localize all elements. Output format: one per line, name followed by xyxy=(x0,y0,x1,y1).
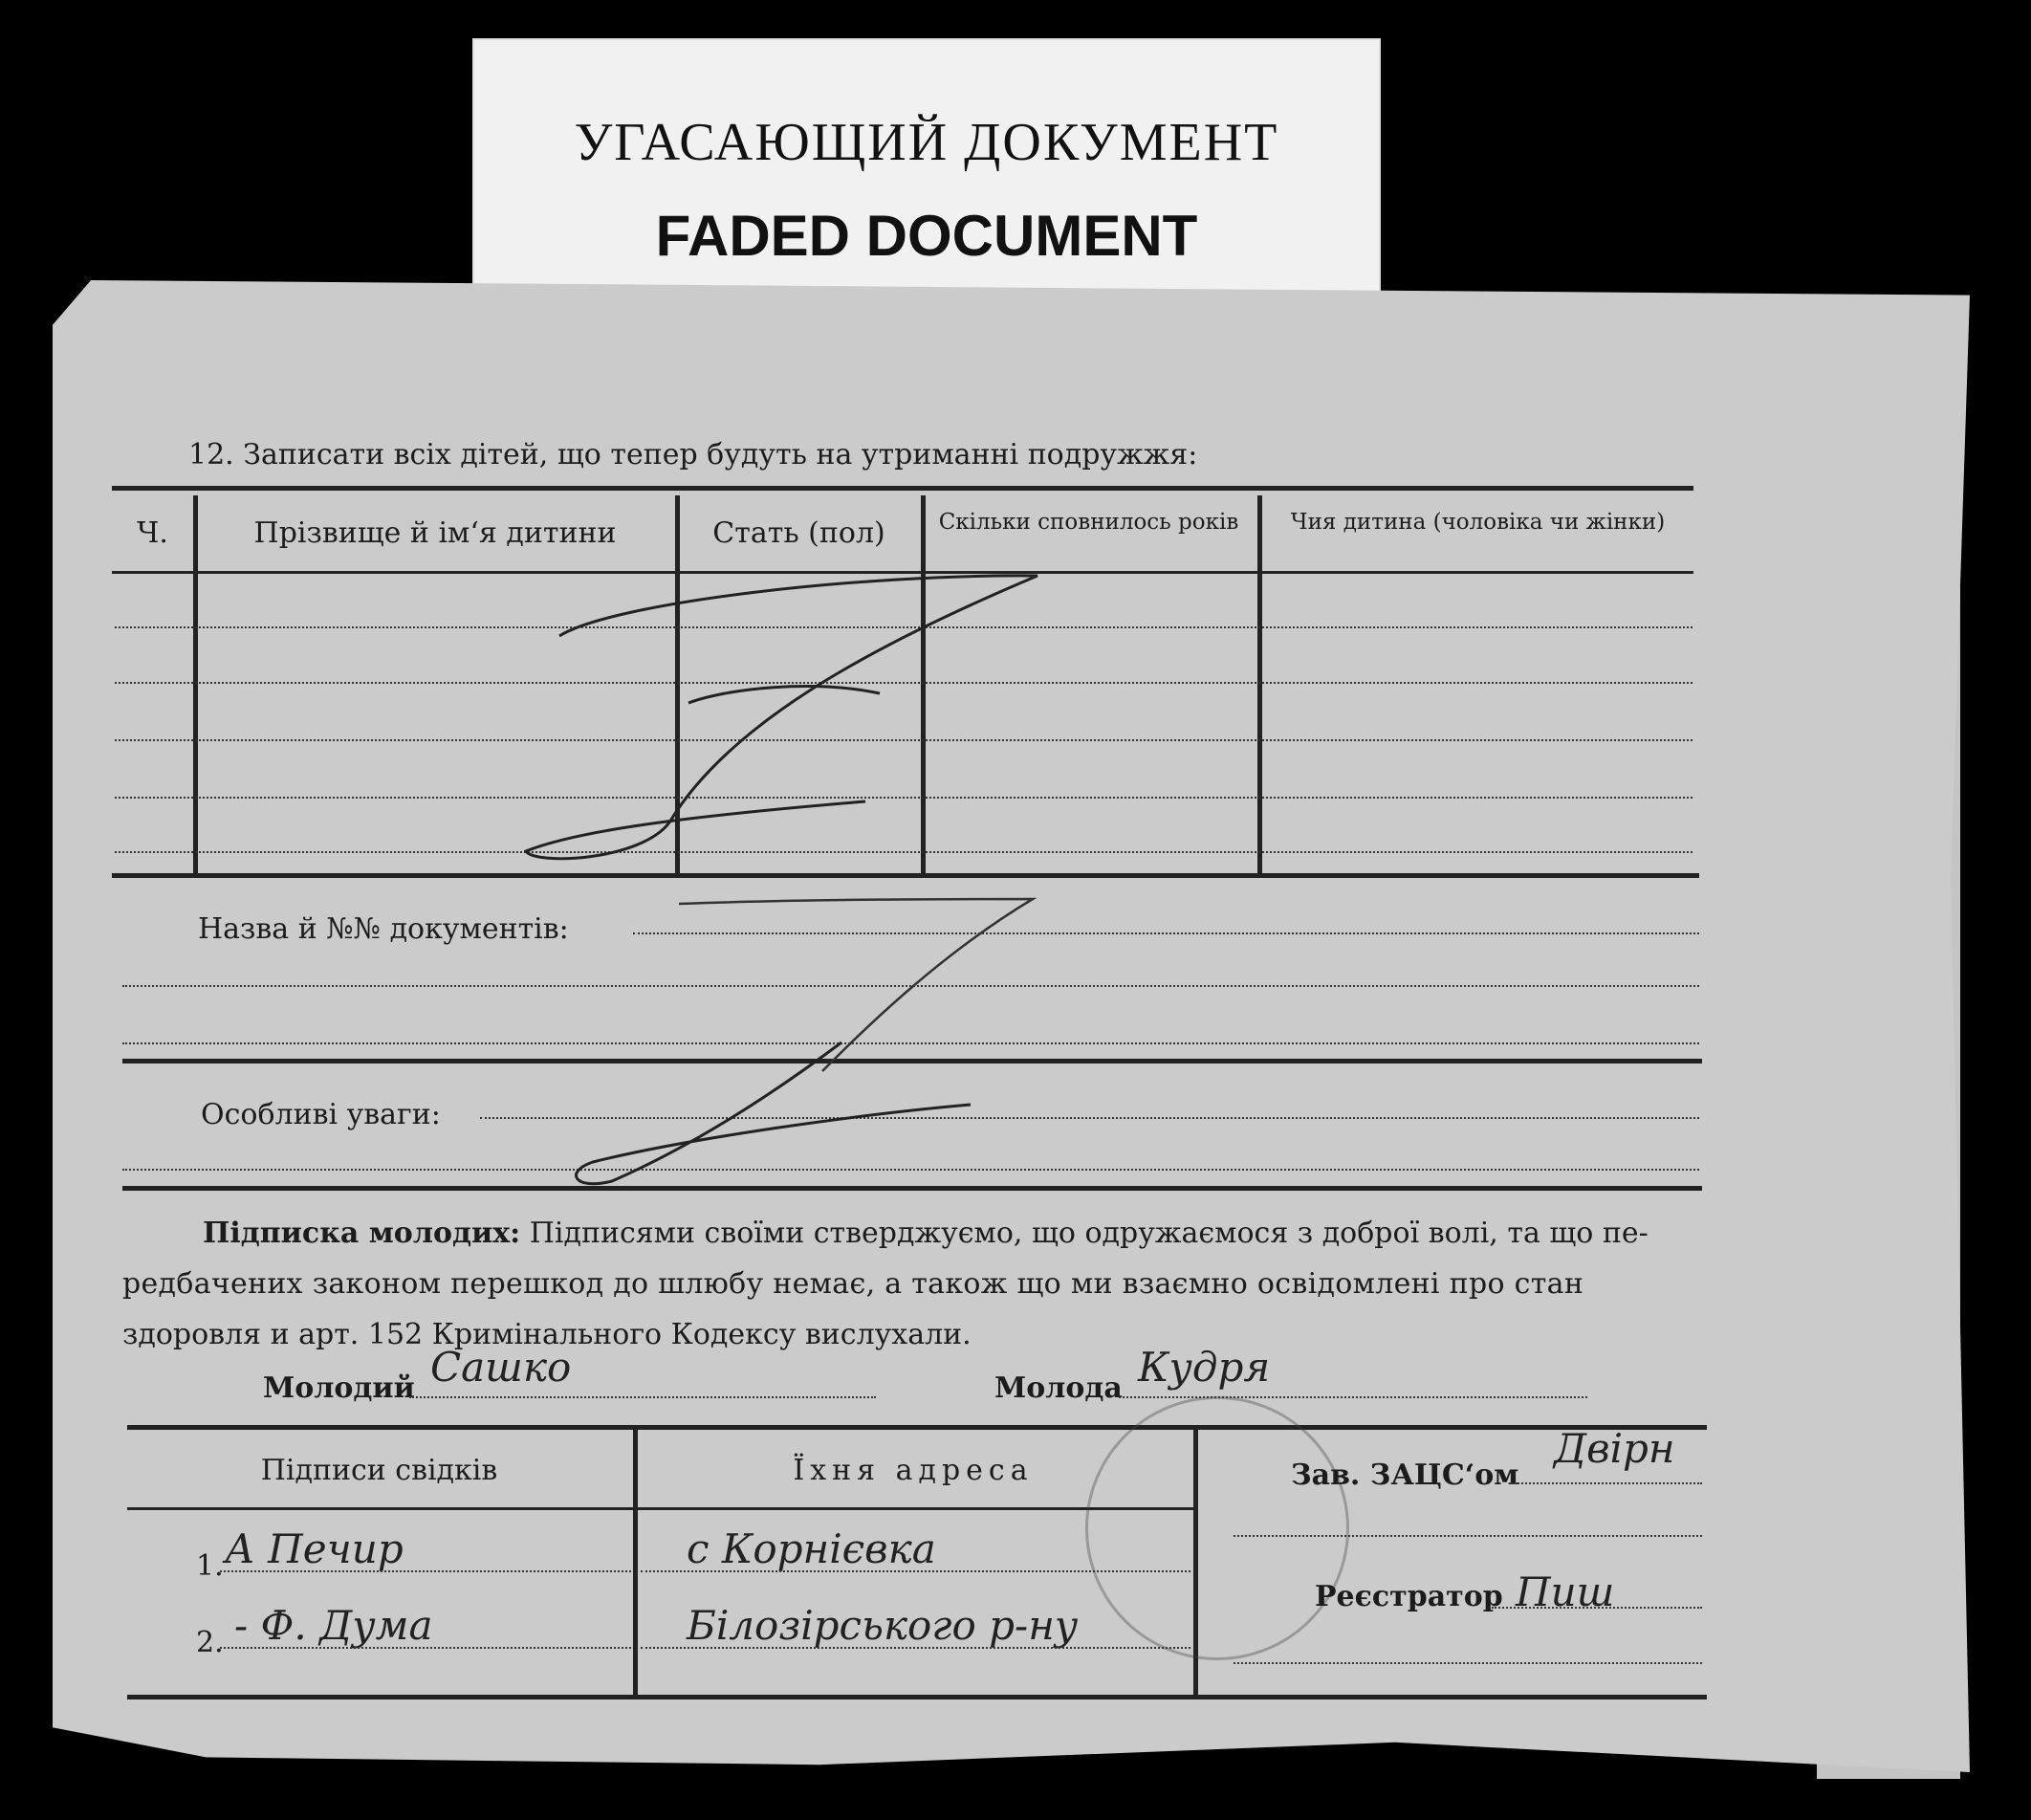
witness-2-signature: - Ф. Дума xyxy=(234,1602,433,1649)
registrar-signature: Пиш xyxy=(1516,1568,1615,1615)
witness-1-address: с Корнієвка xyxy=(687,1525,936,1572)
z-stroke-table xyxy=(526,576,1037,859)
z-stroke-documents xyxy=(679,899,1033,1071)
faded-label-ru: УГАСАЮЩИЙ ДОКУМЕНТ xyxy=(574,113,1279,172)
witness-1-number: 1. xyxy=(196,1549,224,1583)
section-12-title: 12. Записати всіх дітей, що тепер будуть на утриманні подружжя: xyxy=(188,438,1198,471)
pledge-line-3: здоровля и арт. 152 Кримінального Кодексу вислухали. xyxy=(122,1318,972,1351)
documents-label: Назва й №№ документів: xyxy=(198,912,569,946)
groom-signature: Сашко xyxy=(430,1344,572,1391)
z-stroke-remarks xyxy=(577,1042,971,1184)
head-of-registry-label: Зав. ЗАЦС‘ом xyxy=(1291,1458,1519,1492)
witness-2-number: 2. xyxy=(196,1626,224,1659)
col-whose-child-header: Чия дитина (чоловіка чи жінки) xyxy=(1290,510,1666,535)
witness-1-signature: А Печир xyxy=(225,1525,404,1572)
col-age-header: Скільки сповнилось років xyxy=(938,510,1239,535)
remarks-label: Особливі уваги: xyxy=(201,1098,441,1131)
bride-signature: Кудря xyxy=(1138,1344,1271,1391)
col-child-name-header: Прізвище й ім‘я дитини xyxy=(253,516,617,550)
col-sex-header: Стать (пол) xyxy=(712,516,885,550)
head-of-registry-signature: Двірн xyxy=(1554,1425,1675,1472)
witness-2-address: Білозірського р-ну xyxy=(687,1602,1079,1649)
groom-label: Молодий xyxy=(263,1371,415,1405)
witness-signatures-header: Підписи свідків xyxy=(260,1454,498,1487)
pledge-heading: Підписка молодих: xyxy=(203,1217,521,1250)
pledge-line-2: редбачених законом перешкод до шлюбу немає, а також що ми взаємно освідомлені про стан xyxy=(122,1267,1584,1301)
pledge-text-1: Підписями своїми стверджуємо, що одружаємося з доброї волі, та що пе- xyxy=(520,1217,1649,1250)
registrar-label: Реєстратор xyxy=(1315,1580,1503,1613)
bride-label: Молода xyxy=(994,1371,1123,1405)
faded-label-en: FADED DOCUMENT xyxy=(655,204,1198,268)
col-number-header: Ч. xyxy=(137,516,168,550)
witness-address-header: Їхня адреса xyxy=(793,1454,1034,1487)
